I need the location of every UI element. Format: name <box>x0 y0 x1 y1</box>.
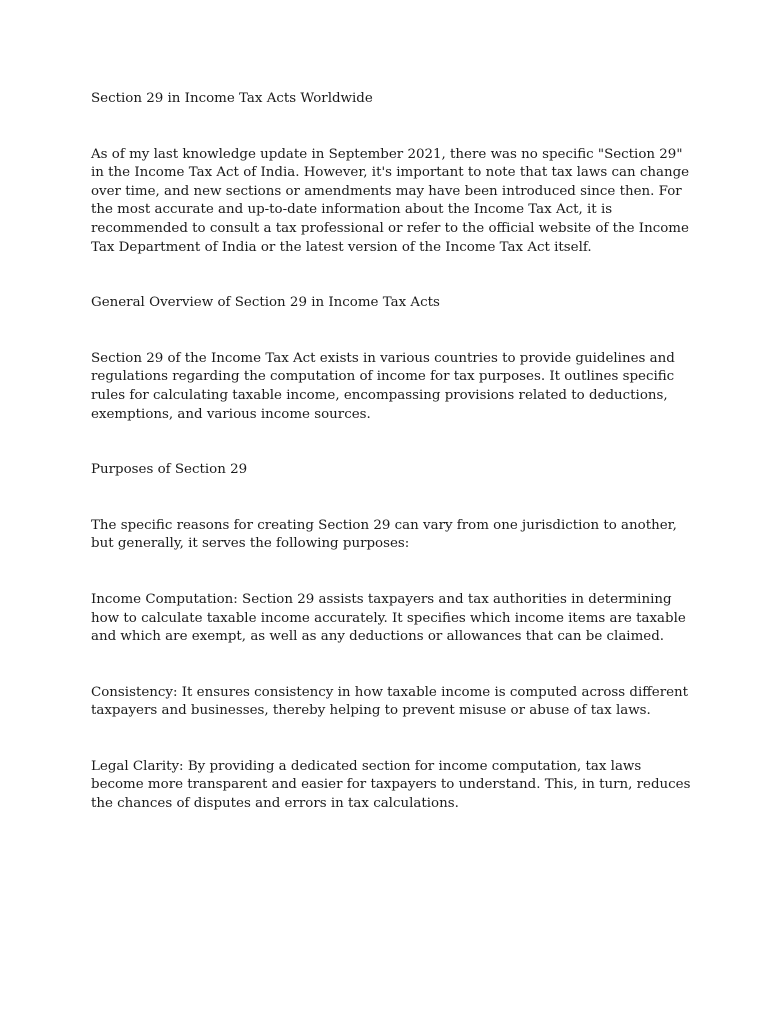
intro-paragraph: As of my last knowledge update in September 2021, there was no specific "Section 29" in the Income Tax Act of India. However, it's important to note that tax laws can change over time, and new sections or amendments may have been introduced since then. For the most accurate and up-to-date information about the Income Tax Act, it is recommended to consult a tax professional or refer to the official website of the Income Tax Department of India or the latest version of the Income Tax Act itself. <box>91 146 690 255</box>
overview-heading: General Overview of Section 29 in Income Tax Acts <box>91 295 440 311</box>
document-page <box>91 90 691 851</box>
document-title: Section 29 in Income Tax Acts Worldwide <box>91 91 373 106</box>
income-computation-paragraph: Income Computation: Section 29 assists taxpayers and tax authorities in determining how to calculate taxable income accurately. It specifies which income items are taxable and which are exempt, as well as any deductions or allowances that can be claimed. <box>91 591 686 645</box>
overview-paragraph: Section 29 of the Income Tax Act exists in various countries to provide guidelines and regulations regarding the computation of income for tax purposes. It outlines specific rules for calculating taxable income, encompassing provisions related to deductions, exemptions, and various income sources. <box>91 350 675 422</box>
purposes-heading: Purposes of Section 29 <box>91 462 248 478</box>
legal-clarity-paragraph: Legal Clarity: By providing a dedicated section for income computation, tax laws become more transparent and easier for taxpayers to understand. This, in turn, reduces the chances of disputes and errors in tax calculations. <box>91 758 691 812</box>
purposes-intro-paragraph: The specific reasons for creating Section 29 can vary from one jurisdiction to another, but generally, it serves the following purposes: <box>91 517 677 552</box>
consistency-paragraph: Consistency: It ensures consistency in how taxable income is computed across different taxpayers and businesses, thereby helping to prevent misuse or abuse of tax laws. <box>91 684 689 719</box>
